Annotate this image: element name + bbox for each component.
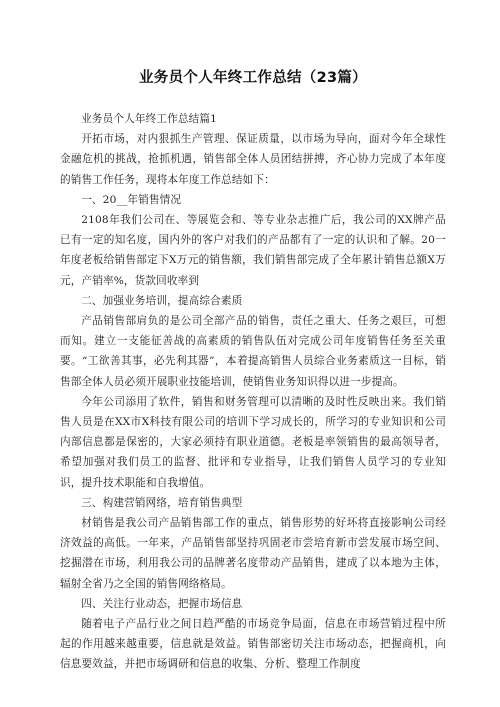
body-paragraph: 今年公司添用了软件，销售和财务管理可以清晰的及时性反映出来。我们销售人员是在XX市X科技有限公司的培训下学习成长的，所学习的专业知识和公司内部信息都是保密的，大家必须持有职业道德。老板是率领销售的最高领导者，希望加强对我们员工的监督、批评和专业指导，让我们销售人员学习的专业知识，提升技术职能和自我增值。	[60, 395, 446, 489]
section-heading: 一、20__年销售情况	[81, 193, 182, 206]
section-heading: 业务员个人年终工作总结篇1	[81, 113, 218, 125]
body-paragraph: 2108年我们公司在、等展览会和、等专业杂志推广后，我公司的XX牌产品已有一定的知名度，国内外的客户对我们的产品都有了一定的认识和了解。20一年度老板给销售部定下X万元的销售额，我们销售部完成了全年累计销售总额X万元，产销率%，货款回收率到	[60, 214, 446, 287]
section-heading: 二、加强业务培训，提高综合素质	[81, 294, 243, 307]
body-paragraph: 材销售是我公司产品销售部工作的重点，销售形势的好坏将直接影响公司经济效益的高低。一年来，产品销售部坚持巩固老市尝培育新市尝发展市场空间、挖掘潜在市场，利用我公司的品牌著名度带动产品销售，建成了以本地为主体，辐射全省乃之全国的销售网络格局。	[60, 517, 446, 590]
body-paragraph: 开拓市场，对内狠抓生产管理、保证质量，以市场为导向，面对今年全球性金融危机的挑战，抢抓机遇，销售部全体人员团结拼搏，齐心协力完成了本年度的销售工作任务，现将本年度工作总结如下：	[60, 133, 446, 186]
document-title: 业务员个人年终工作总结（23篇）	[139, 70, 367, 86]
section-heading: 四、关注行业动态，把握市场信息	[81, 597, 243, 610]
section-heading: 三、构建营销网络，培育销售典型	[81, 496, 243, 509]
body-paragraph: 随着电子产品行业之间日趋严酷的市场竞争局面，信息在市场营销过程中所起的作用越来越重要，信息就是效益。销售部密切关注市场动态，把握商机，向信息要效益，并把市场调研和信息的收集、分析、整理工作制度	[60, 618, 446, 671]
document-body	[60, 109, 446, 675]
body-paragraph: 产品销售部肩负的是公司全部产品的销售，责任之重大、任务之艰巨，可想而知。建立一支能征善战的高素质的销售队伍对完成公司年度销售任务至关重要。“工欲善其事，必先利其器”，本着提高销售人员综合业务素质这一目标，销售部全体人员必须开展职业技能培训，使销售业务知识得以进一步提高。	[60, 315, 446, 388]
